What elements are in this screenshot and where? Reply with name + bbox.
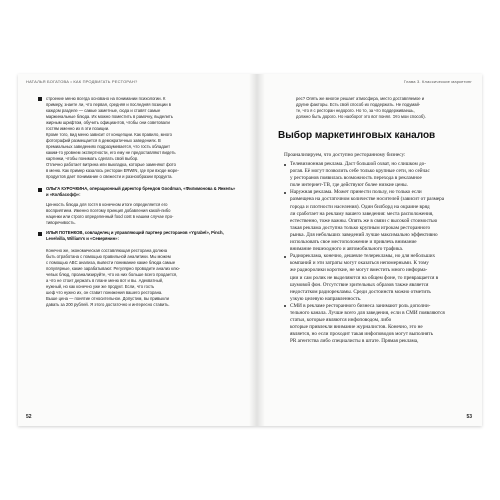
- text-line: Конечно же, экономическая составляющая ресторана должна: [46, 248, 168, 253]
- text-line: быть отработана с помощью правильной аналитики. Мы можем: [46, 254, 171, 259]
- text-line: должно быть дорого. Но наоборот это вот понял. Это мои способ).: [296, 114, 426, 119]
- list-item-radio: [290, 253, 474, 303]
- text-line: шеф что нужно их, он ставит понижения вашего ресторана.: [46, 290, 163, 295]
- top-quote-continuation: [296, 96, 476, 120]
- text-line: компаний и эти затраты могут оказаться непомерными. К тому: [290, 260, 429, 267]
- text-line: Радиореклама, конечно, дешевле телерекламы, но для небольших: [290, 253, 436, 260]
- list-item-media: [290, 303, 474, 346]
- intro-paragraph: Проанализируем, что доступно ресторанному бизнесу:: [284, 152, 406, 158]
- text-line: а что не стоит держать в плане меню вот и вы. Адекватный,: [46, 278, 164, 283]
- page-number-right: 53: [466, 414, 472, 420]
- text-line: картинки, чтобы понимать сделать свой выбор.: [46, 156, 139, 161]
- text-line: маржинальные блюда. Их можно поместить в рамочку, выделить: [46, 114, 173, 119]
- text-line: размещена на достаточном количестве носителей (зависит от размера: [290, 196, 445, 203]
- text-line: фотографий размещается в демократичных заведениях. В: [46, 138, 161, 143]
- text-line: те, что я с ресторан недорого. Но то, за что поддерживаешь,: [296, 108, 415, 113]
- quote-block-1: [46, 96, 244, 180]
- bullet-dot: [284, 256, 286, 258]
- quote-block-3: [46, 248, 244, 308]
- text-line: в меню. Как пример казалось ресторан ERWIN, где при входе море-: [46, 168, 179, 173]
- text-line: нужный, но как конечно уже же продукт. Если, что гость: [46, 284, 155, 289]
- text-line: популярные, какие зарабатывают. Регулярно проводите анализ клю-: [46, 266, 180, 271]
- running-head-left: НАТАЛЬЯ БОГАТОВА • КАК ПРОДВИГАТЬ РЕСТОРАН?: [26, 79, 138, 84]
- text-line: города и плотности населения). Один билборд на окраине вряд: [290, 203, 430, 210]
- text-line: восприятием. Именно поэтому принцип добавления какой-либо: [46, 208, 171, 213]
- book-spread: [18, 74, 482, 426]
- right-page: [258, 74, 482, 426]
- text-line: является, но если проходит такая инфоповодов могут выполнять: [290, 331, 433, 338]
- text-line: же радиоролики короткие, не могут вместить много информа-: [290, 267, 428, 274]
- person-attribution-1: ОЛЬГА КУРОЧКИНА, операционный директор брендов Goodman, «Филимонова & Янкель» и «Колбасофф»:: [46, 186, 236, 197]
- text-line: другие факторы. Есть свой способ их поддержать. Не подумай-: [296, 102, 421, 107]
- text-line: внимание пешеходного и автомобильного трафика.: [290, 246, 404, 253]
- text-line: рогая. Её могут позволить себе только крупные сети, но сейчас: [290, 168, 430, 175]
- text-line: ции и сам ролик не выделяются на общем фоне, то превращается в: [290, 274, 439, 281]
- text-line: наценки или строго определенный food cost в нашем случае про-: [46, 214, 174, 219]
- text-line: такая реклама доступна только крупным игрокам ресторанного: [290, 224, 431, 231]
- text-line: премиальных заведениях подразумевается, что гость обладает: [46, 144, 171, 149]
- text-line: у ресторанов появилась возможность перехода в рекламное: [290, 175, 422, 182]
- text-line: давать за 200 рублей. Я этого достаточно и интересно ставить.: [46, 302, 170, 307]
- text-line: рынка. Для небольших заведений лучше максимально эффективно: [290, 231, 438, 238]
- text-line: использовать свое местоположение и привлечь внимание: [290, 239, 417, 246]
- text-line: тиворечивость.: [46, 220, 76, 225]
- text-line: жирным шрифтом, обучить официантов, чтобы они советовали: [46, 120, 170, 125]
- person-marker: [38, 232, 42, 236]
- text-line: продуктов дает понимание о свежести и разнообразии продукта.: [46, 174, 173, 179]
- text-line: Выше цена — понятие относительное. Допустим, вы привыкли: [46, 296, 169, 301]
- bullet-dot: [284, 164, 286, 166]
- text-line: тельного канала. Лучше всего для заведения, если в СМИ появляются: [290, 309, 445, 316]
- text-line: каждом разделе — самые заметные, сюда и ставят самые: [46, 108, 161, 113]
- text-line: ли сработает на рекламу вашего заведения: места расположения,: [290, 210, 434, 217]
- running-head-right: Глава 3. Классические маркетинг: [403, 79, 472, 84]
- text-line: естественно, тоже важны. Опять же в связи с высокой стоимостью: [290, 217, 438, 224]
- text-line: недостатком радиорекламы. Среди достоинств можно отметить: [290, 288, 431, 295]
- left-page: [18, 74, 254, 426]
- person-marker: [38, 188, 42, 192]
- list-item-tv: [290, 161, 474, 189]
- text-line: которые привлекли внимание журналистов. Конечно, это не: [290, 324, 423, 331]
- text-line: Ценность блюда для гостя в конечном итоге определяется его: [46, 202, 168, 207]
- list-item-outdoor: [290, 189, 474, 253]
- text-line: узкую целевую направленность.: [290, 295, 362, 302]
- text-line: с помощью ABC анализа, вывести понимание какие блюда самые: [46, 260, 176, 265]
- text-line: PR агентства либо специалисты в штате. Прямая реклама,: [290, 338, 419, 345]
- section-heading: Выбор маркетинговых каналов: [278, 130, 436, 141]
- text-line: строение меню всегда основано на понимании психологии. К: [46, 96, 166, 101]
- text-line: Телевизионная реклама. Даст большой охват, но слишком до-: [290, 161, 426, 167]
- text-line: примеру, знаете ли, что первая, средняя и последняя позиции в: [46, 102, 171, 107]
- page-number-left: 52: [26, 414, 32, 420]
- text-line: гостям именно их в эти позиции.: [46, 126, 110, 131]
- text-line: рес? Опять же многое решает атмосфера, место доставляемое и: [296, 96, 425, 101]
- channel-list: [290, 161, 474, 345]
- quote-block-2: [46, 202, 244, 226]
- text-line: Кроме того, вид меню зависит от концепции. Как правило, много: [46, 132, 172, 137]
- bullet-dot: [284, 305, 286, 307]
- text-line: Отлично работает витрина или выкладка, которые заменяют фото: [46, 162, 176, 167]
- text-line: Наружная реклама. Может принести пользу, но только если: [290, 189, 422, 196]
- person-attribution-2: ИЛЬЯ ПОТЕНКОВ, совладелец и управляющий партнер ресторанов «Ygrabel», Pinch, Levelvilla, William's и «Северянин»:: [46, 230, 224, 241]
- text-line: чевых блюд, проанализируйте, что из них больше всего продается,: [46, 272, 178, 277]
- bullet-dot: [284, 192, 286, 194]
- text-line: СМИ в рекламе ресторанного бизнеса занимают роль дополни-: [290, 302, 431, 309]
- text-line: шумовой фон. Отсутствие зрительных образов также является: [290, 281, 429, 288]
- quote-marker: [38, 97, 42, 101]
- text-line: каким-то уровнем экспертности, его ему не предоставляют видеть: [46, 150, 176, 155]
- text-line: статьи, которые являются инфоповодом, либо: [290, 317, 392, 324]
- text-line: поле интернет-ТВ, где действуют более низкие цены.: [290, 182, 408, 189]
